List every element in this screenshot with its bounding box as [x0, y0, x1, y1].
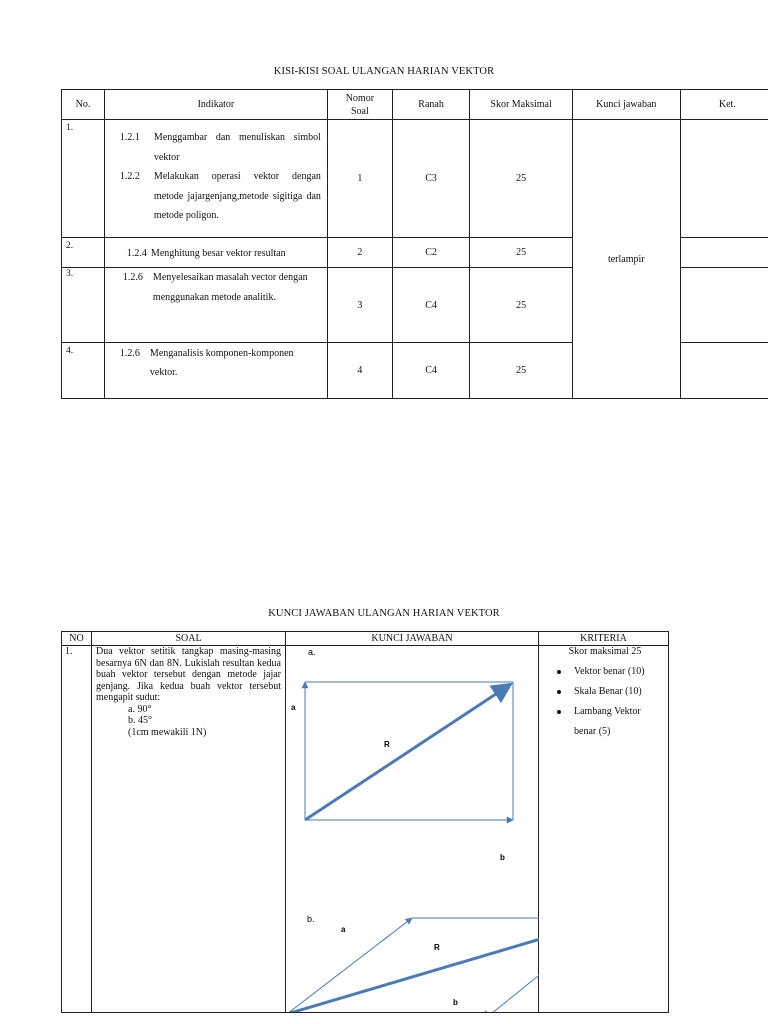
row-indicators	[104, 268, 327, 343]
diagram-b-vector-a	[287, 918, 412, 1012]
answer-row-soal	[92, 646, 286, 1013]
diagram-b-label: b.	[307, 914, 315, 924]
answer-title: KUNCI JAWABAN ULANGAN HARIAN VEKTOR	[268, 608, 500, 619]
answer-header-row	[62, 632, 669, 646]
vector-diagrams	[286, 646, 539, 1012]
row-nomor-soal: 4	[327, 343, 392, 399]
criteria-item: Vektor benar (10)	[546, 662, 664, 682]
indicator-number: 1.2.1	[119, 132, 140, 143]
diagram-b-resultant	[287, 919, 539, 1012]
header-ranah: Ranah	[392, 90, 469, 120]
indicator-text: Menghitung besar vektor resultan	[150, 248, 286, 259]
soal-options	[92, 704, 285, 727]
soal-option: b. 45°	[128, 715, 152, 726]
answer-row-no: 1.	[62, 646, 92, 1013]
row-ket	[680, 120, 768, 238]
row-skor: 25	[470, 120, 573, 238]
criteria-list	[546, 662, 664, 742]
answer-row	[62, 646, 669, 1013]
soal-text: Dua vektor setitik tangkap masing-masing besarnya 6N dan 8N. Lukislah resultan kedua buah vektor tersebut dengan metode jajar genjang. Jika kedua buah vektor tersebut mengapit sudut:	[96, 646, 281, 703]
row-indicators	[104, 238, 327, 268]
grid-table	[61, 89, 768, 399]
row-no: 4.	[62, 343, 105, 399]
row-skor: 25	[470, 238, 573, 268]
diagram-a-resultant	[305, 684, 511, 820]
header-nomor-soal-text: Nomor Soal	[345, 92, 375, 117]
answer-table	[61, 631, 669, 1013]
indicator-item	[127, 244, 321, 263]
header-nomor-soal	[327, 90, 392, 120]
grid-row	[62, 120, 768, 238]
header-indikator: Indikator	[104, 90, 327, 120]
row-ket	[680, 238, 768, 268]
diagram-a-vector-a-label: a	[291, 703, 296, 712]
row-ket	[680, 343, 768, 399]
indicator-item	[123, 268, 317, 307]
header-ket: Ket.	[680, 90, 768, 120]
answer-header-no: NO	[62, 632, 92, 646]
indicator-number: 1.2.4	[126, 248, 147, 259]
row-ranah: C4	[392, 268, 469, 343]
soal-option: a. 90°	[128, 703, 152, 715]
row-nomor-soal: 3	[327, 268, 392, 343]
indicator-item	[120, 128, 321, 167]
grid-title: KISI-KISI SOAL ULANGAN HARIAN VEKTOR	[273, 66, 495, 77]
answer-header-soal: SOAL	[92, 632, 286, 646]
indicator-number: 1.2.2	[119, 171, 140, 182]
row-nomor-soal: 2	[327, 238, 392, 268]
row-skor: 25	[470, 268, 573, 343]
row-skor: 25	[470, 343, 573, 399]
diagram-a-vector-b-label: b	[500, 853, 505, 862]
indicator-text: Menganalisis komponen-komponen vektor.	[149, 348, 294, 378]
indicator-item	[120, 167, 321, 226]
indicator-text: Melakukan operasi vektor dengan metode jajargenjang,metode sigitiga dan metode poligon.	[153, 171, 321, 221]
row-no: 1.	[62, 120, 105, 238]
diagram-a-label: a.	[308, 647, 316, 657]
criteria-max: Skor maksimal 25	[568, 646, 642, 657]
soal-note: (1cm mewakili 1N)	[128, 726, 207, 738]
row-ranah: C2	[392, 238, 469, 268]
diagram-b-vector-a-label: a	[341, 925, 346, 934]
indicator-text: Menyelesaikan masalah vector dengan menggunakan metode analitik.	[152, 272, 308, 303]
indicator-item	[120, 344, 321, 382]
row-kunci-jawaban: terlampir	[572, 120, 680, 399]
indicator-number: 1.2.6	[122, 272, 143, 283]
grid-header-row	[62, 90, 768, 120]
answer-diagrams	[286, 646, 539, 1013]
header-skor: Skor Maksimal	[470, 90, 573, 120]
row-no: 3.	[62, 268, 105, 343]
row-nomor-soal: 1	[327, 120, 392, 238]
header-kunci: Kunci jawaban	[572, 90, 680, 120]
diagram-b-resultant-label: R	[434, 943, 440, 952]
answer-criteria	[539, 646, 669, 1013]
answer-header-kriteria: KRITERIA	[539, 632, 669, 646]
row-indicators	[104, 343, 327, 399]
answer-header-kunci: KUNCI JAWABAN	[286, 632, 539, 646]
row-ket	[680, 268, 768, 343]
diagram-a-resultant-label: R	[384, 740, 390, 749]
criteria-item: Skala Benar (10)	[546, 682, 664, 702]
row-no: 2.	[62, 238, 105, 268]
row-indicators	[104, 120, 327, 238]
diagram-b-vector-b-label: b	[453, 998, 458, 1007]
criteria-item: Lambang Vektor benar (5)	[546, 702, 664, 742]
indicator-text: Menggambar dan menuliskan simbol vektor	[153, 132, 321, 163]
header-no: No.	[62, 90, 105, 120]
row-ranah: C4	[392, 343, 469, 399]
diagram-b-right-edge	[491, 918, 539, 1012]
indicator-number: 1.2.6	[119, 348, 140, 359]
row-ranah: C3	[392, 120, 469, 238]
